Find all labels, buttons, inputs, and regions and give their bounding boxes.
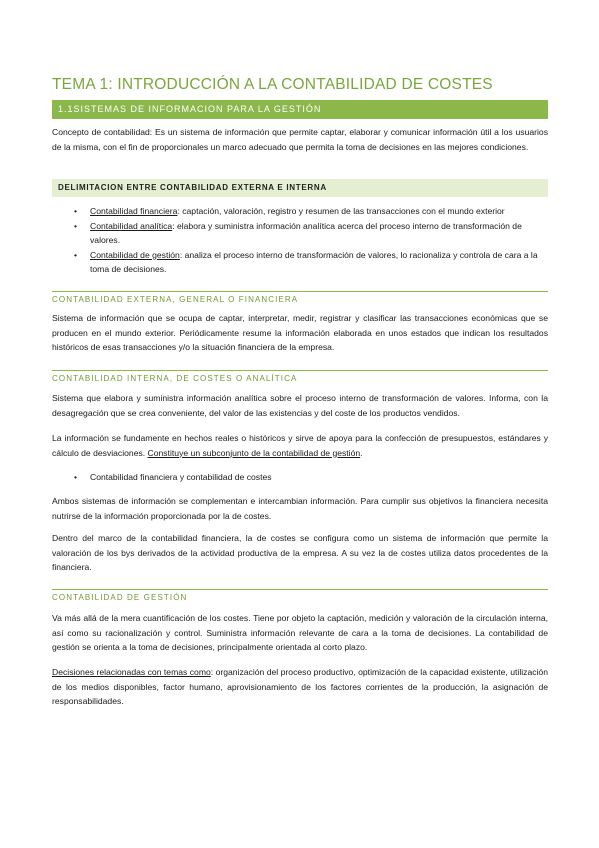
interna-2-underlined: Constituye un subconjunto de la contabilidad de gestión — [147, 447, 361, 458]
paragraph-concepto — [52, 125, 548, 154]
paragraph-interna-1: Sistema que elabora y suministra información analítica sobre el proceso interno de transformación de valores. Informa, con la desagregación que se crea conveniente, del valor de las existencias y del coste de los productos vendidos. — [52, 393, 548, 418]
paragraph-externa: Sistema de información que se ocupa de captar, interpretar, medir, registrar y clasificar las transacciones económicas que se producen en el mundo exterior. Periódicamente resume la información elaborada en unos estados que indican los resultados históricos de esas transacciones y/o la situación financiera de la empresa. — [52, 313, 548, 353]
list-item — [52, 248, 548, 277]
term-contabilidad-gestion: Contabilidad de gestión — [90, 249, 180, 260]
bullet: • — [74, 206, 78, 216]
list-item — [52, 204, 548, 219]
term-definition: : captación, valoración, registro y resumen de las transacciones con el mundo exterior — [177, 206, 505, 216]
interna-2-end: . — [360, 447, 363, 458]
paragraph-interna-4: Dentro del marco de la contabilidad financiera, la de costes se configura como un sistema de información que permite la valoración de los bys derivados de la actividad productiva de la empresa. A su vez la de costes utiliza datos procedentes de la financiera. — [52, 533, 548, 573]
paragraph-gestion-2 — [52, 665, 548, 709]
term-contabilidad-analitica: Contabilidad analítica — [90, 220, 173, 231]
gestion-2-label: Decisiones relacionadas con temas como — [52, 667, 211, 677]
bullet: • — [74, 249, 78, 260]
section-heading-interna: CONTABILIDAD INTERNA, DE COSTES O ANALÍTICA — [52, 370, 548, 383]
section-heading-externa: CONTABILIDAD EXTERNA, GENERAL O FINANCIERA — [52, 291, 548, 304]
term-contabilidad-financiera: Contabilidad financiera — [90, 206, 178, 216]
bullet: • — [74, 220, 78, 231]
list-item — [52, 219, 548, 248]
paragraph-interna-2 — [52, 431, 548, 460]
section-heading-sistemas: 1.1SISTEMAS DE INFORMACION PARA LA GESTIÓN — [52, 100, 548, 119]
paragraph-gestion-1: Va más allá de la mera cuantificación de los costes. Tiene por objeto la captación, medición y valoración de la circulación interna, así como su racionalización y control. Suministra información relevante de cara a la toma de decisiones. La contabilidad de gestión se orienta a la toma de decisiones, principalmente orientada al corto plazo. — [52, 613, 548, 653]
concepto-label: Concepto de contabilidad: — [52, 127, 153, 137]
delimitation-list — [52, 204, 548, 277]
section-heading-delimitacion: DELIMITACION ENTRE CONTABILIDAD EXTERNA E INTERNA — [52, 179, 548, 197]
document-title: TEMA 1: INTRODUCCIÓN A LA CONTABILIDAD DE COSTES — [52, 76, 493, 93]
term-definition: : analiza el proceso interno de transformación de valores, lo racionaliza y controla de cara a la toma de decisiones. — [90, 249, 538, 275]
list-item-text: Contabilidad financiera y contabilidad de costes — [90, 472, 272, 482]
bullet: • — [74, 472, 78, 482]
term-definition: : elabora y suministra información analítica acerca del proceso interno de transformación de valores. — [90, 220, 522, 246]
paragraph-interna-3: Ambos sistemas de información se complementan e intercambian información. Para cumplir sus objetivos la financiera necesita nutrirse de la información proporcionada por la de costes. — [52, 496, 548, 521]
gestion-2-text: : organización del proceso productivo, optimización de la capacidad existente, utilización de los medios disponibles, factor humano, aprovisionamiento de los factores corrientes de la producción, la asignación de responsabilidades. — [52, 667, 548, 707]
list-item — [52, 470, 548, 485]
section-heading-gestion: CONTABILIDAD DE GESTIÓN — [52, 589, 548, 602]
interna-2-text: La información se fundamente en hechos reales o históricos y sirve de apoya para la confección de presupuestos, estándares y cálculo de desviaciones. — [52, 433, 548, 458]
concepto-text: Es un sistema de información que permite captar, elaborar y comunicar información útil a los usuarios de la misma, con el fin de proporcionales un marco adecuado que permita la toma de decisiones en las mejores condiciones. — [52, 127, 548, 152]
interna-list — [52, 470, 548, 485]
